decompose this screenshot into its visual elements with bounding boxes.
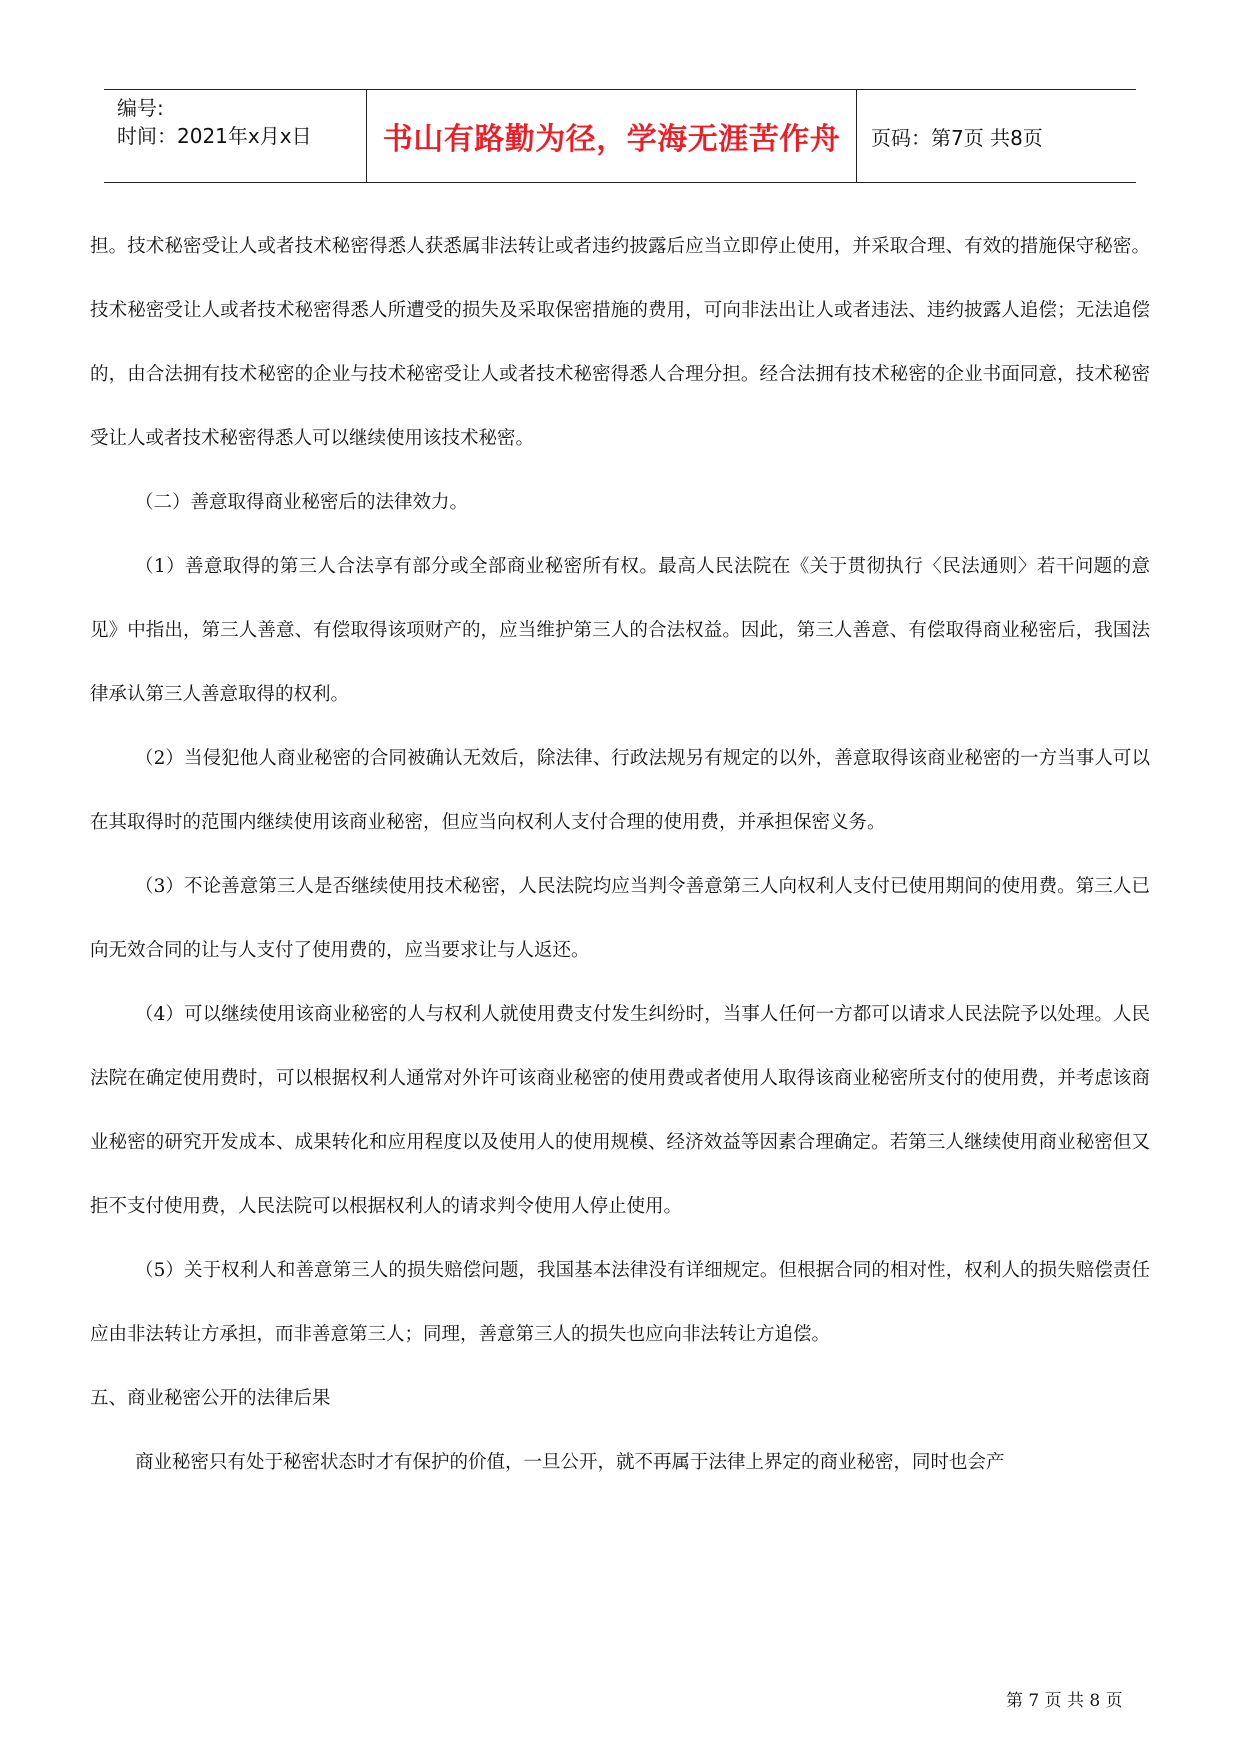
section-heading: （二）善意取得商业秘密后的法律效力。 <box>135 492 469 513</box>
document-body <box>90 215 1150 1495</box>
paragraph: 担。技术秘密受让人或者技术秘密得悉人获悉属非法转让或者违约披露后应当立即停止使用，并采取合理、有效的措施保守秘密。技术秘密受让人或者技术秘密得悉人所遭受的损失及采取保密措施的费用，可向非法出让人或者违法、违约披露人追偿；无法追偿的，由合法拥有技术秘密的企业与技术秘密受让人或者技术秘密得悉人合理分担。经合法拥有技术秘密的企业书面同意，技术秘密受让人或者技术秘密得悉人可以继续使用该技术秘密。 <box>90 236 1150 449</box>
page-footer: 第 7 页 共 8 页 <box>1006 1691 1123 1711</box>
paragraph: （5）关于权利人和善意第三人的损失赔偿问题，我国基本法律没有详细规定。但根据合同的相对性，权利人的损失赔偿责任应由非法转让方承担，而非善意第三人；同理，善意第三人的损失也应向非法转让方追偿。 <box>90 1260 1150 1345</box>
paragraph: 商业秘密只有处于秘密状态时才有保护的价值，一旦公开，就不再属于法律上界定的商业秘密，同时也会产 <box>135 1452 1005 1473</box>
paragraph: （4）可以继续使用该商业秘密的人与权利人就使用费支付发生纠纷时，当事人任何一方都可以请求人民法院予以处理。人民法院在确定使用费时，可以根据权利人通常对外许可该商业秘密的使用费或者使用人取得该商业秘密所支付的使用费，并考虑该商业秘密的研究开发成本、成果转化和应用程度以及使用人的使用规模、经济效益等因素合理确定。若第三人继续使用商业秘密但又拒不支付使用费，人民法院可以根据权利人的请求判令使用人停止使用。 <box>90 1004 1150 1217</box>
time-label: 时间：2021年x月x日 <box>117 124 312 148</box>
number-label: 编号: <box>117 96 164 120</box>
paragraph: （3）不论善意第三人是否继续使用技术秘密，人民法院均应当判令善意第三人向权利人支付已使用期间的使用费。第三人已向无效合同的让与人支付了使用费的，应当要求让与人返还。 <box>90 876 1150 961</box>
section-heading: 五、商业秘密公开的法律后果 <box>90 1388 331 1409</box>
header-page-info: 页码：第7页 共8页 <box>871 125 1043 150</box>
header-meta <box>104 90 367 182</box>
page-header <box>104 89 1136 183</box>
header-motto: 书山有路勤为径，学海无涯苦作舟 <box>367 90 857 182</box>
paragraph: （1）善意取得的第三人合法享有部分或全部商业秘密所有权。最高人民法院在《关于贯彻执行〈民法通则〉若干问题的意见》中指出，第三人善意、有偿取得该项财产的，应当维护第三人的合法权益。因此，第三人善意、有偿取得商业秘密后，我国法律承认第三人善意取得的权利。 <box>90 556 1150 705</box>
paragraph: （2）当侵犯他人商业秘密的合同被确认无效后，除法律、行政法规另有规定的以外，善意取得该商业秘密的一方当事人可以在其取得时的范围内继续使用该商业秘密，但应当向权利人支付合理的使用费，并承担保密义务。 <box>90 748 1150 833</box>
